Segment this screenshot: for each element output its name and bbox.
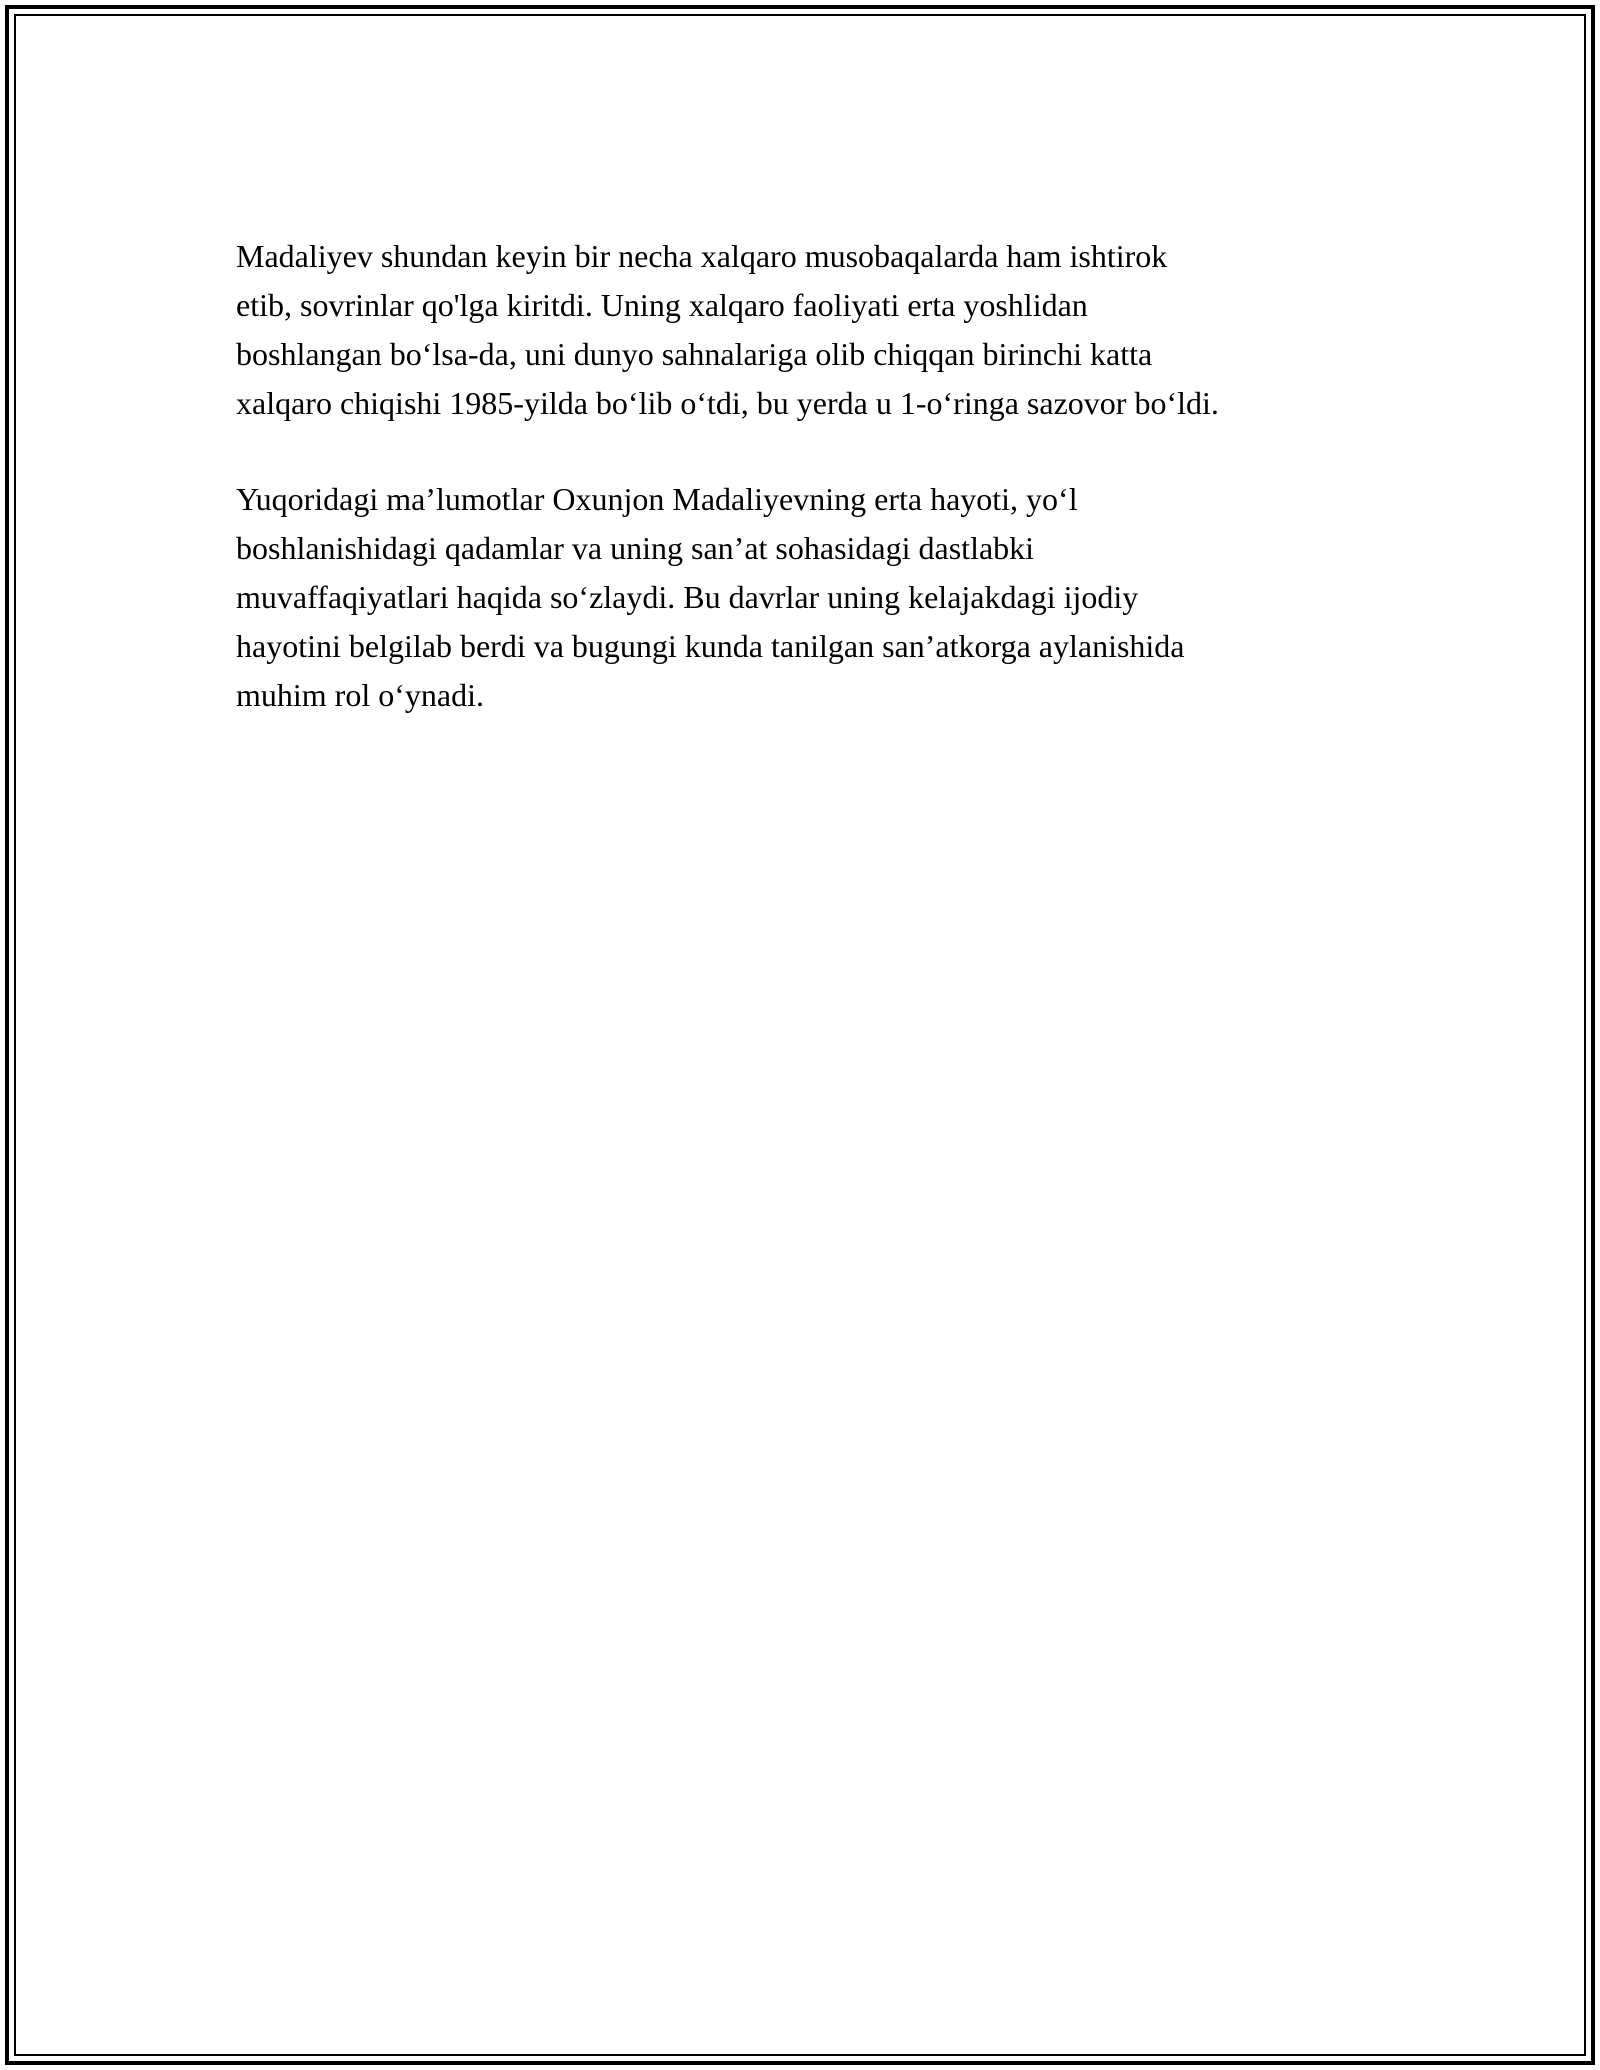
text-line: boshlangan bo‘lsa-da, uni dunyo sahnalariga olib chiqqan birinchi katta bbox=[236, 336, 1153, 372]
text-line: Yuqoridagi ma’lumotlar Oxunjon Madaliyevning erta hayoti, yo‘l bbox=[236, 481, 1078, 517]
text-line: xalqaro chiqishi 1985-yilda bo‘lib o‘tdi, bu yerda u 1-o‘ringa sazovor bo‘ldi. bbox=[236, 385, 1219, 421]
paragraph-summary bbox=[236, 475, 1376, 720]
paragraph-international-competitions bbox=[236, 232, 1376, 428]
text-line: hayotini belgilab berdi va bugungi kunda tanilgan san’atkorga aylanishida bbox=[236, 628, 1185, 664]
text-line: muvaffaqiyatlari haqida so‘zlaydi. Bu davrlar uning kelajakdagi ijodiy bbox=[236, 579, 1139, 615]
text-line: boshlanishidagi qadamlar va uning san’at sohasidagi dastlabki bbox=[236, 530, 1035, 566]
text-line: Madaliyev shundan keyin bir necha xalqaro musobaqalarda ham ishtirok bbox=[236, 238, 1168, 274]
text-line: muhim rol o‘ynadi. bbox=[236, 677, 484, 713]
text-line: etib, sovrinlar qo'lga kiritdi. Uning xalqaro faoliyati erta yoshlidan bbox=[236, 287, 1088, 323]
document-body bbox=[236, 232, 1376, 720]
